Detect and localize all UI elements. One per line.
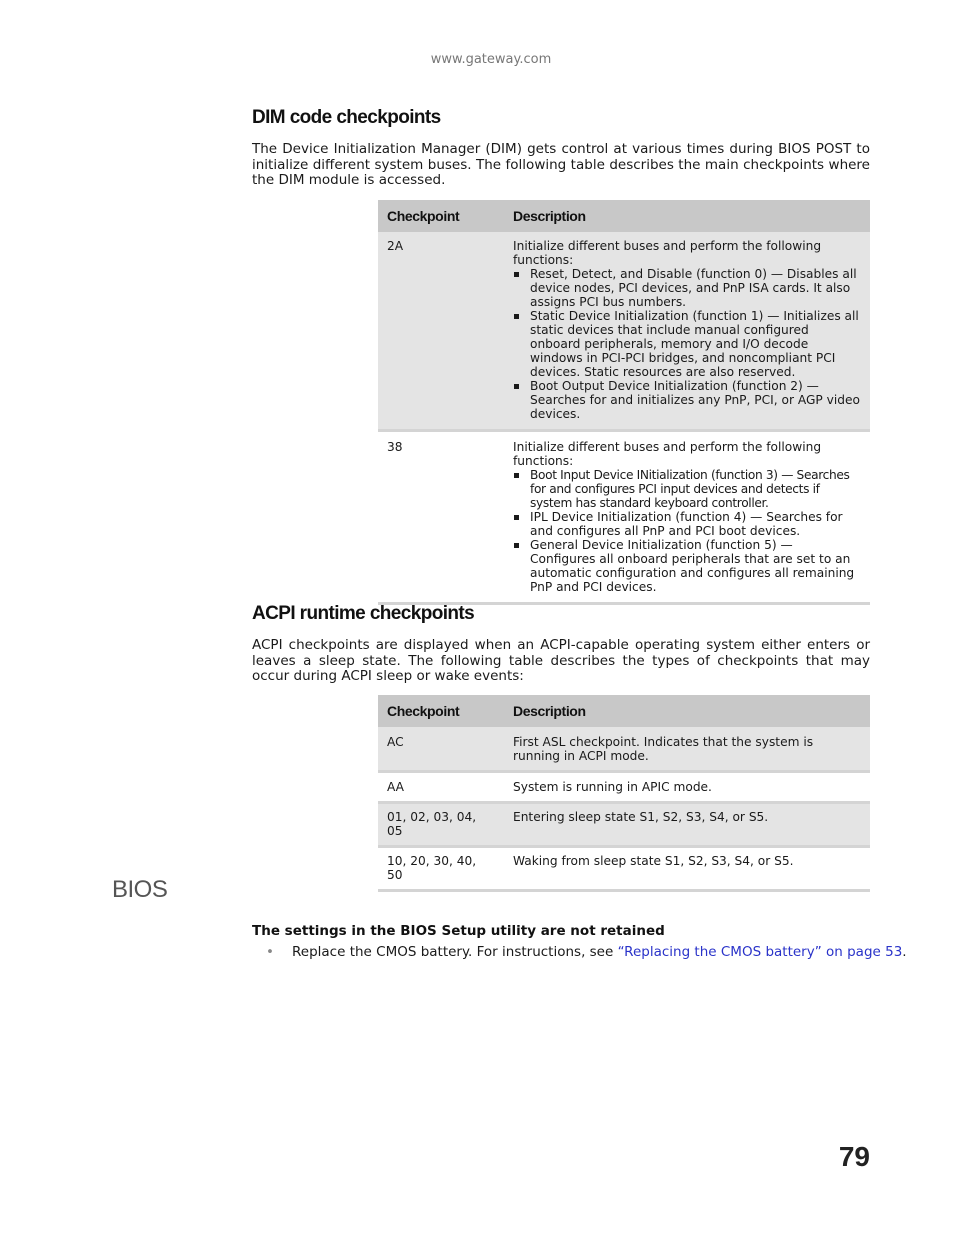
bios-problem-heading: The settings in the BIOS Setup utility are not retained — [252, 923, 665, 939]
description-cell: Entering sleep state S1, S2, S3, S4, or S5. — [504, 803, 870, 847]
description-cell: Waking from sleep state S1, S2, S3, S4, or S5. — [504, 847, 870, 891]
function-list — [513, 267, 861, 421]
bios-solution-text: Replace the CMOS battery. For instructions, see — [292, 944, 618, 960]
dim-checkpoint-table — [378, 200, 870, 605]
table-row — [378, 772, 870, 803]
bios-solution-trailing: . — [902, 944, 907, 960]
acpi-section-intro: ACPI checkpoints are displayed when an ACPI-capable operating system either enters or leaves a sleep state. The following table describes the types of checkpoints that may occur during ACPI sleep or wake events: — [252, 637, 870, 685]
checkpoint-cell: 01, 02, 03, 04, 05 — [378, 803, 504, 847]
list-item: Reset, Detect, and Disable (function 0) — Disables all device nodes, PCI devices, and PnP ISA cards. It also assigns PCI bus numbers. — [530, 267, 861, 309]
dim-section-intro: The Device Initialization Manager (DIM) gets control at various times during BIOS POST to initialize different system buses. The following table describes the main checkpoints where the DIM module is accessed. — [252, 141, 870, 189]
table-header-row — [378, 695, 870, 727]
checkpoint-cell: 2A — [378, 232, 504, 431]
description-cell — [504, 232, 870, 431]
column-header-checkpoint: Checkpoint — [378, 695, 504, 727]
description-cell: First ASL checkpoint. Indicates that the system is running in ACPI mode. — [504, 727, 870, 772]
bios-section-title: BIOS — [112, 876, 168, 903]
list-item: Boot Output Device Initialization (function 2) — Searches for and initializes any PnP, PCI, or AGP video devices. — [530, 379, 860, 421]
checkpoint-cell: AC — [378, 727, 504, 772]
description-cell — [504, 431, 870, 604]
table-row — [378, 232, 870, 431]
table-row — [378, 727, 870, 772]
table-row — [378, 803, 870, 847]
acpi-section-title: ACPI runtime checkpoints — [252, 603, 475, 624]
description-cell: System is running in APIC mode. — [504, 772, 870, 803]
column-header-description: Description — [504, 695, 870, 727]
cmos-battery-link[interactable]: “Replacing the CMOS battery” on page 53 — [617, 944, 903, 960]
list-item: Static Device Initialization (function 1) — Initializes all static devices that include manual configured onboard peripherals, memory and I/O decode windows in PCI-PCI bridges, and noncompliant PCI devices. Static resources are also reserved. — [530, 309, 861, 379]
bullet-icon: • — [266, 944, 274, 960]
list-item: General Device Initialization (function 5) — Configures all onboard peripherals that are set to an automatic configuration and configures all remaining PnP and PCI devices. — [530, 538, 861, 594]
checkpoint-cell: AA — [378, 772, 504, 803]
dim-section-title: DIM code checkpoints — [252, 107, 441, 128]
column-header-checkpoint: Checkpoint — [378, 200, 504, 232]
checkpoint-cell: 38 — [378, 431, 504, 604]
checkpoint-cell: 10, 20, 30, 40, 50 — [378, 847, 504, 891]
description-intro: Initialize different buses and perform the following functions: — [513, 440, 822, 468]
table-row — [378, 431, 870, 604]
column-header-description: Description — [504, 200, 870, 232]
acpi-checkpoint-table — [378, 695, 870, 892]
function-list — [513, 468, 861, 594]
table-row — [378, 847, 870, 891]
page-number: 79 — [838, 1141, 870, 1172]
description-intro: Initialize different buses and perform the following functions: — [513, 239, 822, 267]
table-header-row — [378, 200, 870, 232]
bios-solution-item — [266, 944, 907, 960]
header-url: www.gateway.com — [430, 52, 552, 67]
list-item: IPL Device Initialization (function 4) — Searches for and configures all PnP and PCI boot devices. — [530, 510, 861, 538]
list-item: Boot Input Device INitialization (function 3) — Searches for and configures PCI input devices and detects if system has standard keyboard controller. — [530, 468, 861, 510]
